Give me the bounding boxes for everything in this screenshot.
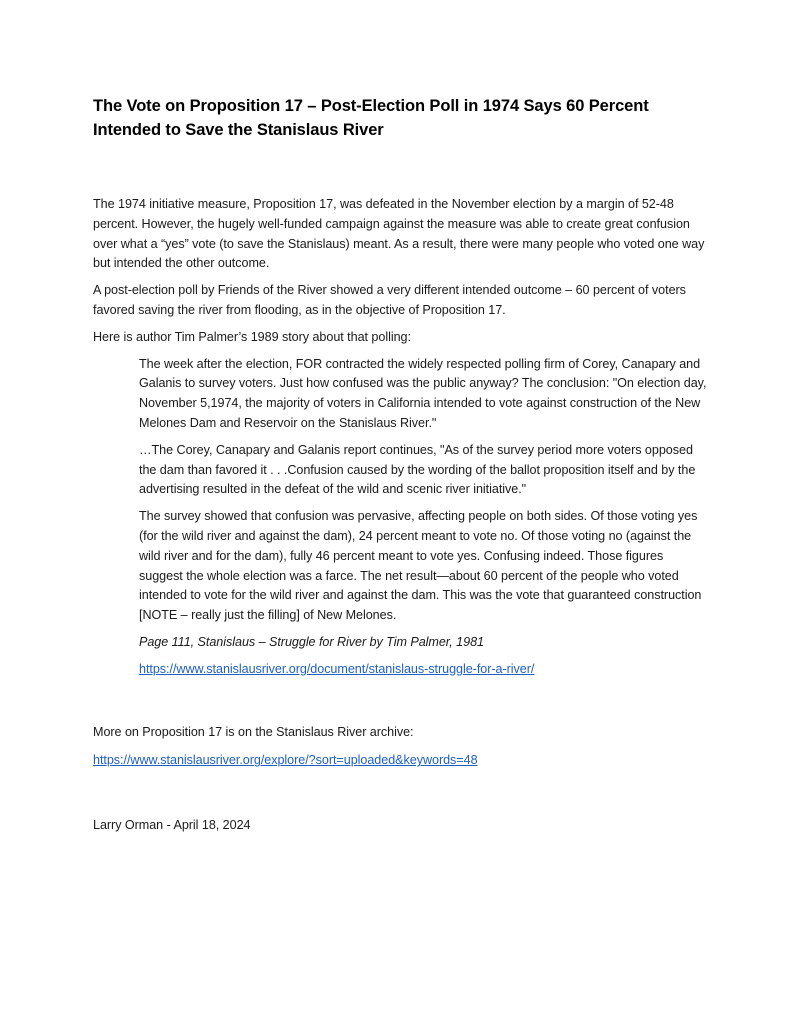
quote-paragraph: The survey showed that confusion was pervasive, affecting people on both sides. Of those voting yes (for the wild river and against the dam), 24 percent meant to vote no. Of those voting no (against the wild river and for the dam), fully 46 percent meant to vote yes. Confusing indeed. Those figures suggest the whole election was a farce. The net result—about 60 percent of the people who voted intended to vote for the wild river and against the dam. This was the vote that guaranteed construction [NOTE – really just the filling] of New Melones. (139, 509, 702, 623)
intro-paragraph: The 1974 initiative measure, Proposition 17, was defeated in the November election by a margin of 52-48 percent. However, the hugely well-funded campaign against the measure was able to create great confusion over what a “yes” vote (to save the Stanislaus) meant. As a result, there were many people who voted one way but intended the other outcome. (93, 197, 705, 271)
document-page (93, 94, 708, 836)
quote-paragraph: The week after the election, FOR contracted the widely respected polling firm of Corey, Canapary and Galanis to survey voters. Just how confused was the public anyway? The conclusion: "On election day, November 5,1974, the majority of voters in California intended to vote against construction of the New Melones Dam and Reservoir on the Stanislaus River." (139, 356, 707, 430)
quote-citation: Page 111, Stanislaus – Struggle for River by Tim Palmer, 1981 (139, 634, 484, 649)
author-intro-paragraph: Here is author Tim Palmer’s 1989 story about that polling: (93, 329, 411, 344)
document-title: The Vote on Proposition 17 – Post-Election Poll in 1974 Says 60 Percent Intended to Save the Stanislaus River (93, 97, 649, 139)
archive-link[interactable]: https://www.stanislausriver.org/explore/?sort=uploaded&keywords=48 (93, 753, 478, 768)
quote-source-link[interactable]: https://www.stanislausriver.org/document/stanislaus-struggle-for-a-river/ (139, 661, 535, 676)
quote-source-link-line (139, 660, 708, 680)
poll-paragraph: A post-election poll by Friends of the River showed a very different intended outcome – 60 percent of voters favored saving the river from flooding, as in the objective of Proposition 17. (93, 283, 686, 317)
block-quote (139, 355, 708, 680)
more-info-text: More on Proposition 17 is on the Stanislaus River archive: (93, 724, 414, 739)
quote-paragraph: …The Corey, Canapary and Galanis report continues, "As of the survey period more voters opposed the dam than favored it . . .Confusion caused by the wording of the ballot proposition itself and by the advertising resulted in the defeat of the wild and scenic river initiative." (139, 442, 696, 497)
archive-link-line (93, 751, 708, 771)
signature: Larry Orman - April 18, 2024 (93, 818, 251, 833)
